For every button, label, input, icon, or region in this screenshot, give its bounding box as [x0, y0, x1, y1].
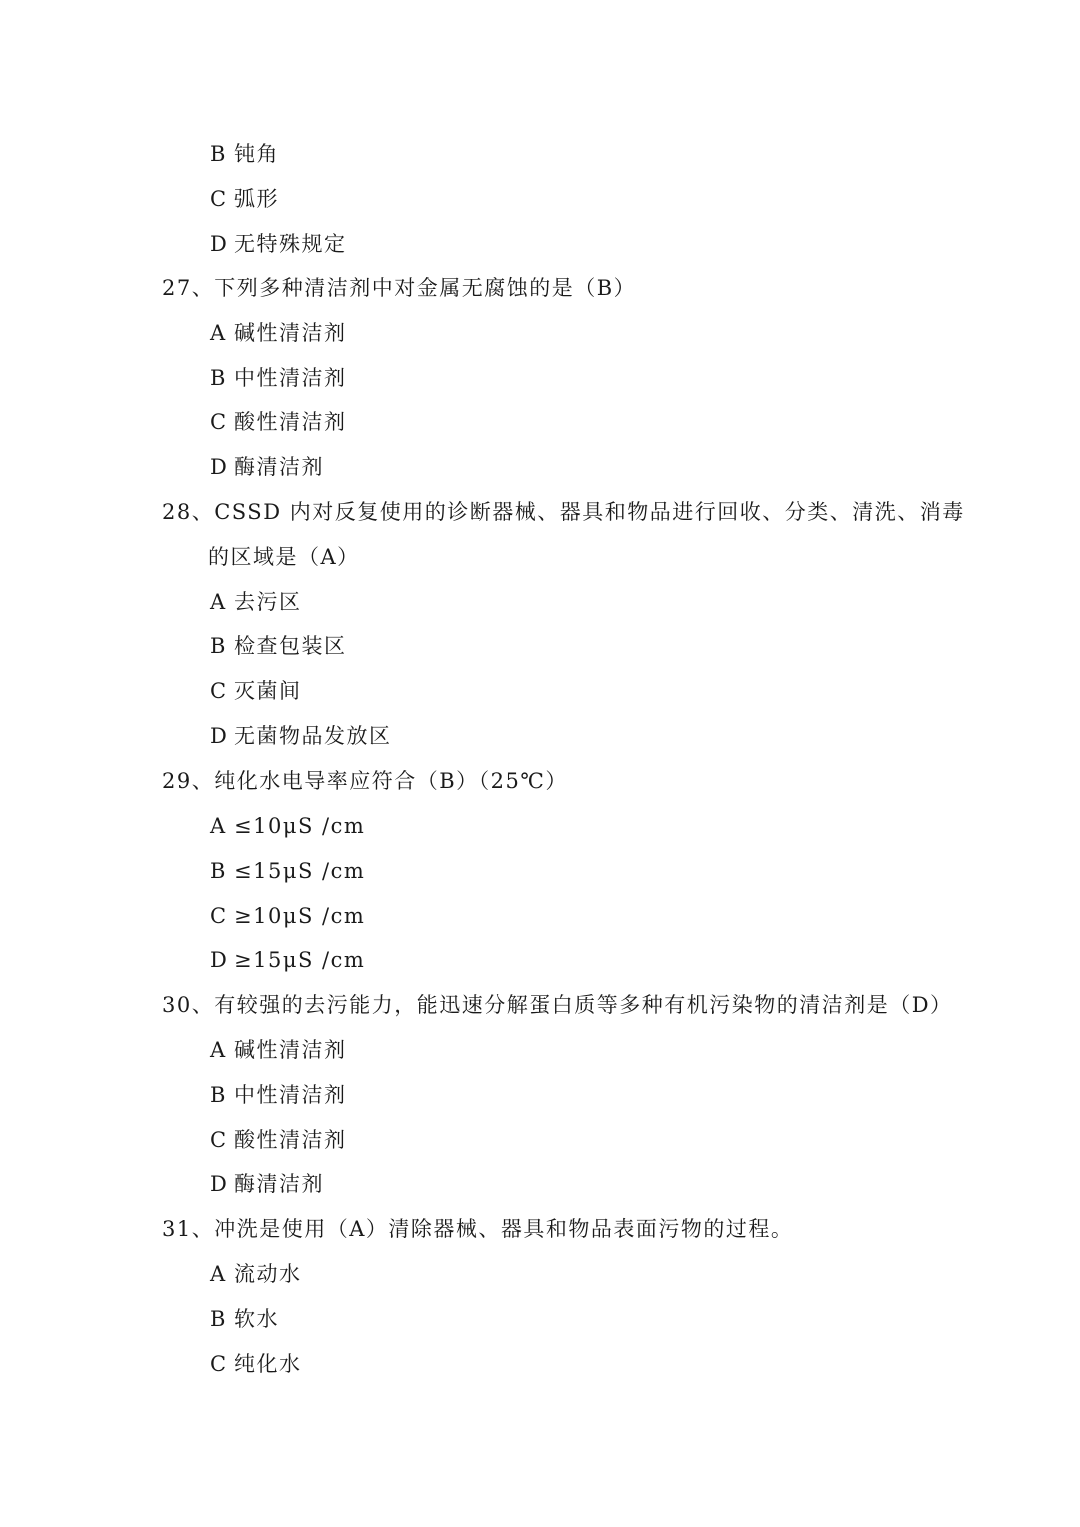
question-28-stem: 28、CSSD 内对反复使用的诊断器械、器具和物品进行回收、分类、清洗、消毒 — [162, 500, 965, 524]
option-c — [210, 1350, 302, 1378]
option-a — [210, 1260, 302, 1288]
option-b — [210, 1305, 279, 1333]
option-text: 无菌物品发放区 — [234, 724, 392, 748]
option-a — [210, 588, 302, 616]
option-text: 酶清洁剂 — [234, 1172, 324, 1196]
option-letter: C — [210, 904, 228, 928]
option-letter: D — [210, 1172, 229, 1196]
question-27-stem: 27、下列多种清洁剂中对金属无腐蚀的是（B） — [162, 276, 637, 300]
option-d — [210, 1170, 324, 1198]
option-b — [210, 857, 365, 885]
option-text: 碱性清洁剂 — [234, 321, 347, 345]
option-text: 流动水 — [234, 1262, 302, 1286]
option-letter: D — [210, 724, 229, 748]
option-letter: B — [210, 142, 227, 166]
option-a — [210, 812, 365, 840]
option-letter: B — [210, 1083, 227, 1107]
option-letter: C — [210, 410, 228, 434]
option-text: 去污区 — [234, 590, 302, 614]
option-text: 酶清洁剂 — [234, 455, 324, 479]
question-29-stem: 29、纯化水电导率应符合（B）（25℃） — [162, 769, 568, 793]
option-text: 钝角 — [234, 142, 279, 166]
option-letter: A — [210, 321, 227, 345]
option-text: 中性清洁剂 — [234, 1083, 347, 1107]
option-letter: B — [210, 1307, 227, 1331]
option-b — [210, 1081, 347, 1109]
option-c — [210, 677, 302, 705]
option-letter: C — [210, 187, 228, 211]
option-text: 灭菌间 — [234, 679, 302, 703]
option-b — [210, 632, 347, 660]
option-letter: A — [210, 1038, 227, 1062]
option-text: ≥10μS /cm — [234, 904, 366, 928]
option-letter: D — [210, 455, 229, 479]
option-d — [210, 946, 365, 974]
option-a — [210, 319, 347, 347]
option-text: 弧形 — [234, 187, 279, 211]
option-text: 无特殊规定 — [234, 232, 347, 256]
question-31-stem: 31、冲洗是使用（A）清除器械、器具和物品表面污物的过程。 — [162, 1217, 794, 1241]
option-text: 中性清洁剂 — [234, 366, 347, 390]
option-text: ≥15μS /cm — [234, 948, 366, 972]
option-text: ≤10μS /cm — [234, 814, 366, 838]
option-text: 纯化水 — [234, 1352, 302, 1376]
option-letter: B — [210, 366, 227, 390]
option-a — [210, 1036, 347, 1064]
option-c — [210, 408, 347, 436]
option-letter: B — [210, 859, 227, 883]
option-text: 酸性清洁剂 — [234, 1128, 347, 1152]
option-letter: D — [210, 232, 229, 256]
option-c — [210, 902, 365, 930]
option-text: ≤15μS /cm — [234, 859, 366, 883]
option-b — [210, 140, 279, 168]
option-d — [210, 453, 324, 481]
option-letter: A — [210, 814, 227, 838]
option-d — [210, 230, 347, 258]
option-letter: C — [210, 1128, 228, 1152]
question-28-stem-continued: 的区域是（A） — [208, 545, 360, 569]
option-letter: C — [210, 679, 228, 703]
question-30-stem: 30、有较强的去污能力，能迅速分解蛋白质等多种有机污染物的清洁剂是（D） — [162, 993, 953, 1017]
option-letter: A — [210, 590, 227, 614]
option-c — [210, 185, 279, 213]
option-letter: A — [210, 1262, 227, 1286]
option-text: 软水 — [234, 1307, 279, 1331]
option-text: 碱性清洁剂 — [234, 1038, 347, 1062]
option-text: 酸性清洁剂 — [234, 410, 347, 434]
option-letter: B — [210, 634, 227, 658]
option-b — [210, 364, 347, 392]
option-letter: D — [210, 948, 229, 972]
option-text: 检查包装区 — [234, 634, 347, 658]
option-letter: C — [210, 1352, 228, 1376]
option-d — [210, 722, 392, 750]
option-c — [210, 1126, 347, 1154]
